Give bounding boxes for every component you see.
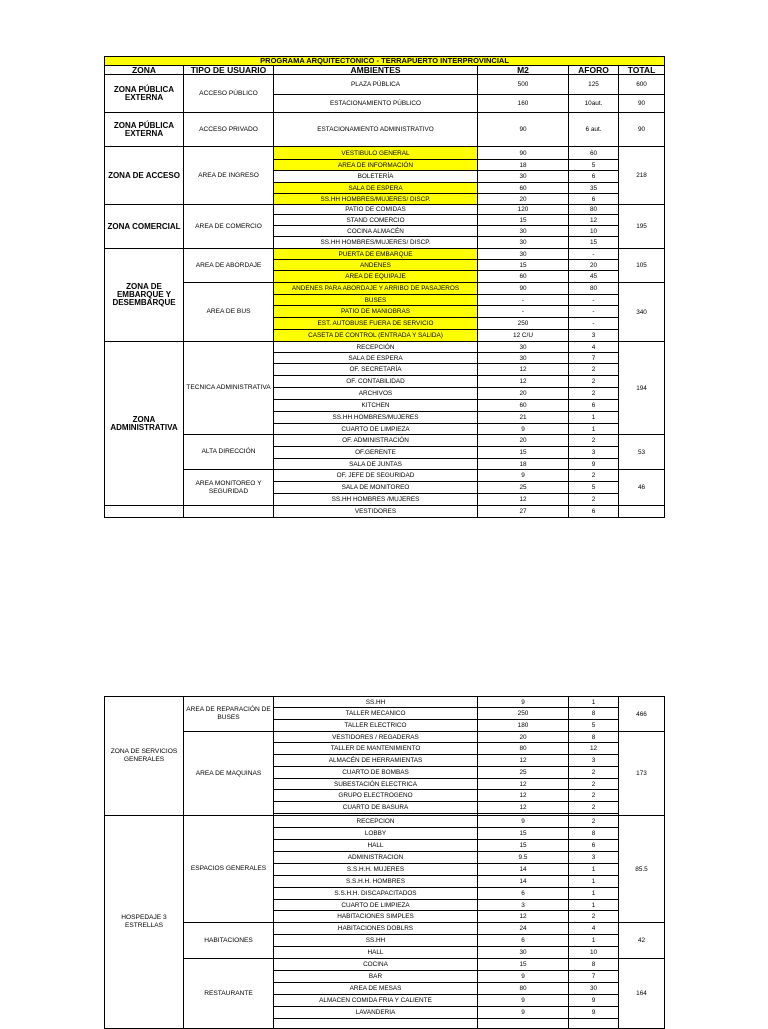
ambiente-cell: PATIO DE COMIDAS <box>274 205 478 215</box>
ambiente-cell: BUSES <box>274 295 478 306</box>
zona-cell: ZONA PÚBLICA EXTERNA <box>105 113 184 147</box>
m2-cell: 15 <box>478 260 569 271</box>
aforo-cell: 2 <box>569 364 619 376</box>
aforo-cell: 35 <box>569 183 619 194</box>
ambiente-cell: CUARTO DE LIMPIEZA <box>274 900 478 911</box>
aforo-cell: - <box>569 295 619 306</box>
aforo-cell: 5 <box>569 720 619 732</box>
program-table-page-2 <box>104 696 665 1029</box>
ambiente-cell: HALL <box>274 947 478 959</box>
ambiente-cell: AREA DE INFORMACIÓN <box>274 160 478 171</box>
aforo-cell: 3 <box>569 330 619 342</box>
aforo-cell: 30 <box>569 983 619 995</box>
ambiente-cell: LOBBY <box>274 828 478 840</box>
ambiente-cell: OF. CONTABILIDAD <box>274 376 478 388</box>
table-title: PROGRAMA ARQUITECTONICO - TERRAPUERTO INTERPROVINCIAL <box>105 57 665 66</box>
aforo-cell: 10 <box>569 947 619 959</box>
aforo-cell: 2 <box>569 470 619 482</box>
aforo-cell: 1 <box>569 697 619 708</box>
aforo-cell: 9 <box>569 459 619 470</box>
aforo-cell: 2 <box>569 376 619 388</box>
aforo-cell: 4 <box>569 342 619 353</box>
m2-cell: 14 <box>478 876 569 888</box>
aforo-cell: 6 aut. <box>569 113 619 147</box>
ambiente-cell: BAR <box>274 971 478 983</box>
ambiente-cell: AREA DE MESAS <box>274 983 478 995</box>
ambiente-cell: STAND COMERCIO <box>274 215 478 226</box>
ambiente-cell: SS.HH <box>274 935 478 947</box>
m2-cell: 27 <box>478 506 569 518</box>
table-row <box>105 732 665 743</box>
m2-cell: 80 <box>478 983 569 995</box>
table-row <box>105 342 665 353</box>
header-m2: M2 <box>478 66 569 75</box>
tipo-usuario-cell: AREA MONITOREO Y SEGURIDAD <box>184 470 274 506</box>
tipo-usuario-cell: ACCESO PÚBLICO <box>184 75 274 113</box>
ambiente-cell: ANDENES PARA ABORDAJE Y ARRIBO DE PASAJEROS <box>274 283 478 295</box>
aforo-cell: 1 <box>569 900 619 911</box>
aforo-cell: 6 <box>569 840 619 852</box>
ambiente-cell: HALL <box>274 840 478 852</box>
zona-cell: ZONA COMERCIAL <box>105 205 184 249</box>
total-cell: 218 <box>619 147 665 205</box>
total-cell: 466 <box>619 697 665 732</box>
m2-cell: 12 <box>478 755 569 767</box>
table-row <box>105 249 665 260</box>
total-cell: 164 <box>619 959 665 1029</box>
ambiente-cell: ANDENES <box>274 260 478 271</box>
ambiente-cell: SALA DE ESPERA <box>274 183 478 194</box>
ambiente-cell: ESTACIONAMIENTO ADMINISTRATIVO <box>274 113 478 147</box>
total-cell: 173 <box>619 732 665 816</box>
m2-cell: 9 <box>478 424 569 435</box>
table-row <box>105 147 665 160</box>
aforo-cell: 2 <box>569 790 619 802</box>
m2-cell: 9 <box>478 1007 569 1019</box>
aforo-cell: 8 <box>569 732 619 743</box>
aforo-cell: 45 <box>569 271 619 283</box>
aforo-cell: 5 <box>569 160 619 171</box>
aforo-cell: 10aut. <box>569 95 619 113</box>
zona-cell: ZONA ADMINISTRATIVA <box>105 342 184 506</box>
m2-cell: - <box>478 306 569 318</box>
m2-cell: 15 <box>478 215 569 226</box>
aforo-cell: 6 <box>569 400 619 412</box>
aforo-cell: 9 <box>569 1007 619 1019</box>
ambiente-cell: OF. ADMINISTRACIÓN <box>274 435 478 447</box>
m2-cell: 90 <box>478 283 569 295</box>
aforo-cell: 2 <box>569 802 619 814</box>
ambiente-cell: ADMINISTRACION <box>274 852 478 864</box>
ambiente-cell: SS.HH HOMBRES/MUJERES <box>274 412 478 424</box>
program-table-page-1 <box>104 56 665 518</box>
m2-cell: 30 <box>478 226 569 237</box>
ambiente-cell: SALA DE JUNTAS <box>274 459 478 470</box>
m2-cell: 9 <box>478 816 569 828</box>
m2-cell: 250 <box>478 708 569 720</box>
zona-cell: ZONA DE ACCESO <box>105 147 184 205</box>
aforo-cell: 60 <box>569 147 619 160</box>
m2-cell: 90 <box>478 113 569 147</box>
aforo-cell: 1 <box>569 876 619 888</box>
aforo-cell: 2 <box>569 494 619 506</box>
header-total: TOTAL <box>619 66 665 75</box>
header-tipo-usuario: TIPO DE USUARIO <box>184 66 274 75</box>
m2-cell: 15 <box>478 828 569 840</box>
total-cell: 195 <box>619 205 665 249</box>
ambiente-cell: OF. JEFE DE SEGURIDAD <box>274 470 478 482</box>
m2-cell: 20 <box>478 435 569 447</box>
tipo-usuario-cell: AREA DE REPARACIÓN DE BUSES <box>184 697 274 732</box>
header-aforo: AFORO <box>569 66 619 75</box>
ambiente-cell: ESTACIONAMIENTO PÚBLICO <box>274 95 478 113</box>
m2-cell: 250 <box>478 318 569 330</box>
aforo-cell: 1 <box>569 888 619 900</box>
tipo-usuario-cell: ACCESO PRIVADO <box>184 113 274 147</box>
m2-cell: 90 <box>478 147 569 160</box>
total-cell: 105 <box>619 249 665 283</box>
ambiente-cell: TALLER ELECTRICO <box>274 720 478 732</box>
ambiente-cell: BOLETERÍA <box>274 171 478 183</box>
ambiente-cell: SS.HH HOMBRES /MUJERES <box>274 494 478 506</box>
total-cell: 53 <box>619 435 665 470</box>
ambiente-cell: SS.HH HOMBRES/MUJERES/ DISCP. <box>274 194 478 205</box>
ambiente-cell: S.S.H.H. HOMBRES <box>274 876 478 888</box>
table-body <box>105 697 665 1029</box>
m2-cell: 9 <box>478 995 569 1007</box>
aforo-cell: - <box>569 306 619 318</box>
ambiente-cell: CUARTO DE LIMPIEZA <box>274 424 478 435</box>
tipo-usuario-cell: AREA DE INGRESO <box>184 147 274 205</box>
aforo-cell: 10 <box>569 226 619 237</box>
m2-cell: 6 <box>478 888 569 900</box>
aforo-cell: 4 <box>569 923 619 935</box>
m2-cell: 12 <box>478 494 569 506</box>
aforo-cell: 125 <box>569 75 619 95</box>
m2-cell: 180 <box>478 720 569 732</box>
ambiente-cell: TALLER MECANICO <box>274 708 478 720</box>
ambiente-cell: KITCHEN <box>274 400 478 412</box>
ambiente-cell: PUERTA DE EMBARQUE <box>274 249 478 260</box>
m2-cell: 9 <box>478 971 569 983</box>
m2-cell: 20 <box>478 194 569 205</box>
m2-cell: 80 <box>478 743 569 755</box>
aforo-cell: 2 <box>569 388 619 400</box>
m2-cell: 9 <box>478 697 569 708</box>
ambiente-cell: ALMACEN COMIDA FRIA Y CALIENTE <box>274 995 478 1007</box>
m2-cell: 3 <box>478 900 569 911</box>
zona-cell: ZONA PÚBLICA EXTERNA <box>105 75 184 113</box>
ambiente-cell: HABITACIONES DOBLRS <box>274 923 478 935</box>
table-row <box>105 435 665 447</box>
ambiente-cell: VESTIDORES / REGADERAS <box>274 732 478 743</box>
ambiente-cell: GRUPO ELECTROGENO <box>274 790 478 802</box>
m2-cell: 15 <box>478 447 569 459</box>
aforo-cell: 80 <box>569 283 619 295</box>
ambiente-cell: COCINA ALMACÉN <box>274 226 478 237</box>
tipo-usuario-cell: TECNICA ADMINISTRATIVA <box>184 342 274 435</box>
tipo-usuario-cell: AREA DE COMERCIO <box>184 205 274 249</box>
table-row <box>105 113 665 147</box>
m2-cell: 30 <box>478 171 569 183</box>
ambiente-cell: PATIO DE MANIOBRAS <box>274 306 478 318</box>
m2-cell: 30 <box>478 353 569 364</box>
table-row <box>105 283 665 295</box>
m2-cell: 9.5 <box>478 852 569 864</box>
ambiente-cell: RECEPCION <box>274 816 478 828</box>
aforo-cell: 7 <box>569 353 619 364</box>
m2-cell: 30 <box>478 947 569 959</box>
aforo-cell: 8 <box>569 828 619 840</box>
table-row <box>105 959 665 971</box>
tipo-usuario-cell: RESTAURANTE <box>184 959 274 1029</box>
aforo-cell: 2 <box>569 816 619 828</box>
total-cell: 340 <box>619 283 665 342</box>
m2-cell: 15 <box>478 840 569 852</box>
ambiente-cell: SS.HH <box>274 697 478 708</box>
m2-cell: 24 <box>478 923 569 935</box>
m2-cell: 60 <box>478 183 569 194</box>
m2-cell: 15 <box>478 959 569 971</box>
aforo-cell: 80 <box>569 205 619 215</box>
m2-cell: 14 <box>478 864 569 876</box>
ambiente-cell: VESTIDORES <box>274 506 478 518</box>
aforo-cell: 3 <box>569 447 619 459</box>
m2-cell: 12 C/U <box>478 330 569 342</box>
ambiente-cell: SALA DE ESPERA <box>274 353 478 364</box>
m2-cell: 20 <box>478 388 569 400</box>
tipo-usuario-cell: ESPACIOS GENERALES <box>184 816 274 923</box>
aforo-cell: 5 <box>569 482 619 494</box>
aforo-cell: 1 <box>569 412 619 424</box>
table-row <box>105 205 665 215</box>
m2-cell: 30 <box>478 249 569 260</box>
aforo-cell: 20 <box>569 260 619 271</box>
ambiente-cell: OF.GERENTE <box>274 447 478 459</box>
aforo-cell: 12 <box>569 743 619 755</box>
tipo-usuario-cell: HABITACIONES <box>184 923 274 959</box>
ambiente-cell: S.S.H.H. MUJERES <box>274 864 478 876</box>
m2-cell: 25 <box>478 767 569 779</box>
header-ambientes: AMBIENTES <box>274 66 478 75</box>
aforo-cell: 1 <box>569 935 619 947</box>
m2-cell: 30 <box>478 342 569 353</box>
total-cell: 46 <box>619 470 665 506</box>
aforo-cell: 8 <box>569 708 619 720</box>
m2-cell: 12 <box>478 364 569 376</box>
aforo-cell: 6 <box>569 506 619 518</box>
aforo-cell: 2 <box>569 779 619 790</box>
m2-cell: 12 <box>478 911 569 923</box>
table-row <box>105 816 665 828</box>
tipo-usuario-cell: ALTA DIRECCIÓN <box>184 435 274 470</box>
m2-cell: 120 <box>478 205 569 215</box>
m2-cell: 160 <box>478 95 569 113</box>
aforo-cell: 9 <box>569 995 619 1007</box>
ambiente-cell: SS.HH HOMBRES/MUJERES/ DISCP. <box>274 237 478 249</box>
ambiente-cell: SALA DE MONITOREO <box>274 482 478 494</box>
aforo-cell: 3 <box>569 852 619 864</box>
header-zona: ZONA <box>105 66 184 75</box>
tipo-usuario-cell <box>184 506 274 518</box>
m2-cell: 30 <box>478 237 569 249</box>
ambiente-cell: OF. SECRETARÍA <box>274 364 478 376</box>
table-row <box>105 923 665 935</box>
m2-cell: 60 <box>478 271 569 283</box>
table-row <box>105 75 665 95</box>
total-cell: 600 <box>619 75 665 95</box>
total-cell: 90 <box>619 113 665 147</box>
m2-cell: 60 <box>478 400 569 412</box>
ambiente-cell: ARCHIVOS <box>274 388 478 400</box>
tipo-usuario-cell: AREA DE MAQUINAS <box>184 732 274 816</box>
aforo-cell: 7 <box>569 971 619 983</box>
aforo-cell: 8 <box>569 959 619 971</box>
aforo-cell: 3 <box>569 755 619 767</box>
m2-cell: 25 <box>478 482 569 494</box>
m2-cell: 500 <box>478 75 569 95</box>
zona-cell <box>105 506 184 518</box>
aforo-cell: 15 <box>569 237 619 249</box>
aforo-cell: 2 <box>569 911 619 923</box>
m2-cell: 18 <box>478 459 569 470</box>
ambiente-cell: S.S.H.H. DISCAPACITADOS <box>274 888 478 900</box>
ambiente-cell: CUARTO DE BASURA <box>274 802 478 814</box>
ambiente-cell: HABITACIONES SIMPLES <box>274 911 478 923</box>
tipo-usuario-cell: AREA DE ABORDAJE <box>184 249 274 283</box>
zona-cell: HOSPEDAJE 3 ESTRELLAS <box>105 816 184 1029</box>
table-body <box>105 75 665 518</box>
ambiente-cell: VESTIBULO GENERAL <box>274 147 478 160</box>
aforo-cell: 2 <box>569 767 619 779</box>
aforo-cell: 1 <box>569 864 619 876</box>
ambiente-cell: COCINA <box>274 959 478 971</box>
aforo-cell: 6 <box>569 171 619 183</box>
m2-cell: 21 <box>478 412 569 424</box>
aforo-cell: - <box>569 249 619 260</box>
ambiente-cell: EST. AUTOBUSE FUERA DE SERVICIO <box>274 318 478 330</box>
ambiente-cell: ALMACÉN DE HERRAMIENTAS <box>274 755 478 767</box>
m2-cell: 12 <box>478 376 569 388</box>
ambiente-cell: CUARTO DE BOMBAS <box>274 767 478 779</box>
ambiente-cell: TALLER DE MANTENIMIENTO <box>274 743 478 755</box>
m2-cell: 20 <box>478 732 569 743</box>
aforo-cell: 2 <box>569 435 619 447</box>
total-cell: 194 <box>619 342 665 435</box>
aforo-cell: 1 <box>569 424 619 435</box>
total-cell: 42 <box>619 923 665 959</box>
ambiente-cell: AREA DE EQUIPAJE <box>274 271 478 283</box>
table-row <box>105 470 665 482</box>
tipo-usuario-cell: AREA DE BUS <box>184 283 274 342</box>
total-cell: 85.5 <box>619 816 665 923</box>
m2-cell: - <box>478 295 569 306</box>
ambiente-cell: LAVANDERIA <box>274 1007 478 1019</box>
ambiente-cell: SUBESTACIÓN ELECTRICA <box>274 779 478 790</box>
m2-cell: 12 <box>478 790 569 802</box>
m2-cell: 18 <box>478 160 569 171</box>
m2-cell: 6 <box>478 935 569 947</box>
m2-cell: 12 <box>478 779 569 790</box>
aforo-cell: - <box>569 318 619 330</box>
zona-cell: ZONA DE EMBARQUE Y DESEMBARQUE <box>105 249 184 342</box>
table-row <box>105 506 665 518</box>
table-row <box>105 697 665 708</box>
ambiente-cell: PLAZA PÚBLICA <box>274 75 478 95</box>
zona-cell: ZONA DE SERVICIOS GENERALES <box>105 697 184 816</box>
total-cell: 90 <box>619 95 665 113</box>
m2-cell: 12 <box>478 802 569 814</box>
ambiente-cell: CASETA DE CONTROL (ENTRADA Y SALIDA) <box>274 330 478 342</box>
total-cell <box>619 506 665 518</box>
ambiente-cell: RECEPCIÓN <box>274 342 478 353</box>
aforo-cell: 12 <box>569 215 619 226</box>
aforo-cell: 6 <box>569 194 619 205</box>
m2-cell: 9 <box>478 470 569 482</box>
